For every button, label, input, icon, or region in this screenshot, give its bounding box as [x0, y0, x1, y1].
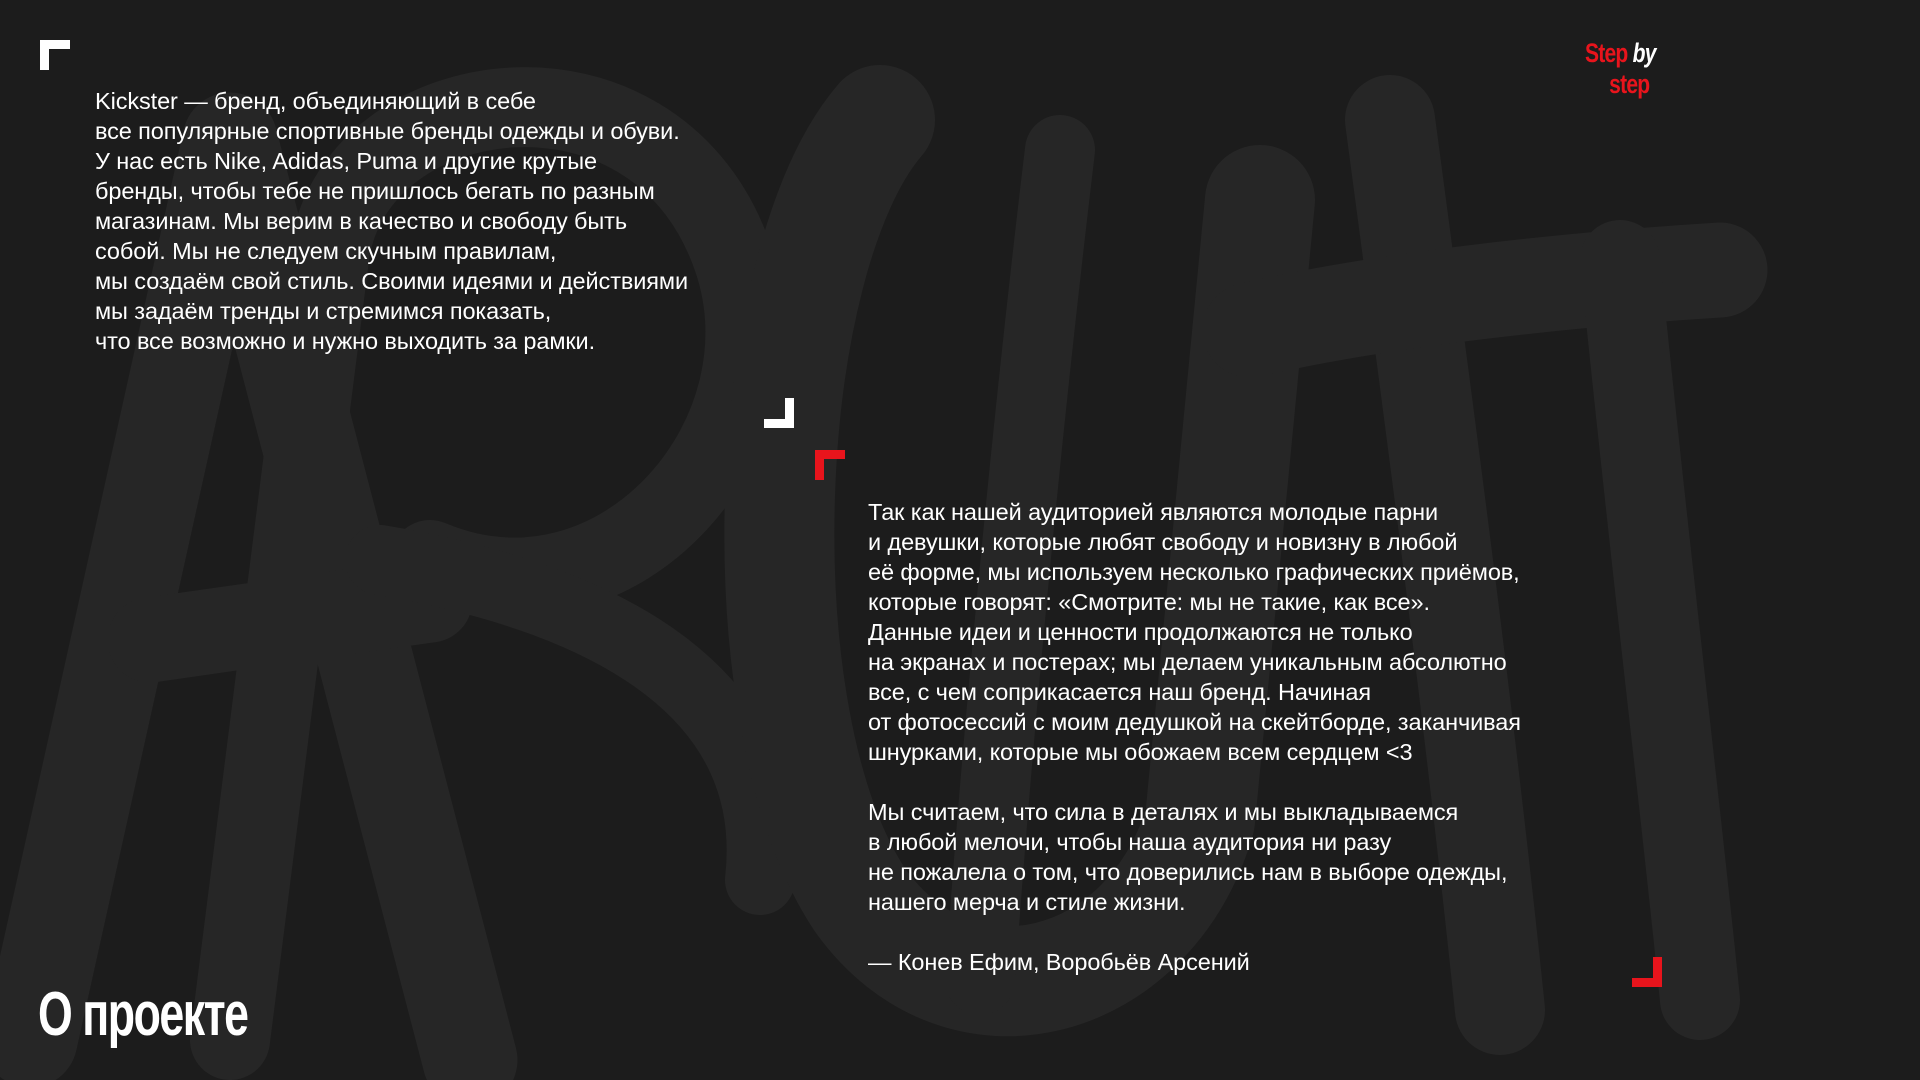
about-paragraph1-line: Данные идеи и ценности продолжаются не только: [868, 619, 1413, 645]
intro-line: магазинам. Мы верим в качество и свободу быть: [95, 208, 627, 234]
intro-line: что все возможно и нужно выходить за рамки.: [95, 328, 596, 354]
about-paragraph1-line: на экранах и постерах; мы делаем уникальным абсолютно: [868, 649, 1507, 675]
intro-line: мы создаём свой стиль. Своими идеями и действиями: [95, 268, 688, 294]
corner-mark-top-left: [40, 40, 70, 70]
logo-word-step-2: step: [1609, 69, 1650, 99]
about-text-block: [868, 497, 1521, 977]
intro-line: мы задаём тренды и стремимся показать,: [95, 298, 552, 324]
corner-mark-bottom-right: [1632, 957, 1662, 987]
about-paragraph1-line: Так как нашей аудиторией являются молодые парни: [868, 499, 1439, 525]
about-paragraph1-line: все, с чем соприкасается наш бренд. Начиная: [868, 679, 1372, 705]
brand-logo: [1585, 38, 1685, 100]
paragraph-gap: [868, 917, 1521, 947]
intro-line: собой. Мы не следуем скучным правилам,: [95, 238, 557, 264]
paragraph-gap: [868, 767, 1521, 797]
about-paragraph2-line: в любой мелочи, чтобы наша аудитория ни разу: [868, 829, 1392, 855]
about-paragraph2-line: Мы считаем, что сила в деталях и мы выкладываемся: [868, 799, 1459, 825]
about-paragraph1-line: от фотосессий с моим дедушкой на скейтборде, заканчивая: [868, 709, 1521, 735]
about-paragraph1-line: и девушки, которые любят свободу и новизну в любой: [868, 529, 1458, 555]
about-paragraph1-line: шнурками, которые мы обожаем всем сердцем <3: [868, 739, 1413, 765]
corner-mark-about-top-left: [815, 450, 845, 480]
intro-line: бренды, чтобы тебе не пришлось бегать по разным: [95, 178, 655, 204]
logo-word-step: Step: [1585, 38, 1628, 68]
about-paragraph2-line: нашего мерча и стиле жизни.: [868, 889, 1186, 915]
intro-line: все популярные спортивные бренды одежды и обуви.: [95, 118, 680, 144]
intro-line: Kickster — бренд, объединяющий в себе: [95, 88, 536, 114]
about-paragraph1-line: её форме, мы используем несколько графических приёмов,: [868, 559, 1520, 585]
about-paragraph2-line: не пожалела о том, что доверились нам в выборе одежды,: [868, 859, 1508, 885]
about-paragraph1-line: которые говорят: «Смотрите: мы не такие, как все».: [868, 589, 1430, 615]
signature: — Конев Ефим, Воробьёв Арсений: [868, 949, 1250, 975]
intro-line: У нас есть Nike, Adidas, Puma и другие крутые: [95, 148, 598, 174]
page-title: О проекте: [38, 980, 248, 1049]
intro-text-block: [95, 86, 688, 356]
corner-mark-intro-bottom-right: [764, 398, 794, 428]
logo-word-by: by: [1632, 38, 1656, 68]
